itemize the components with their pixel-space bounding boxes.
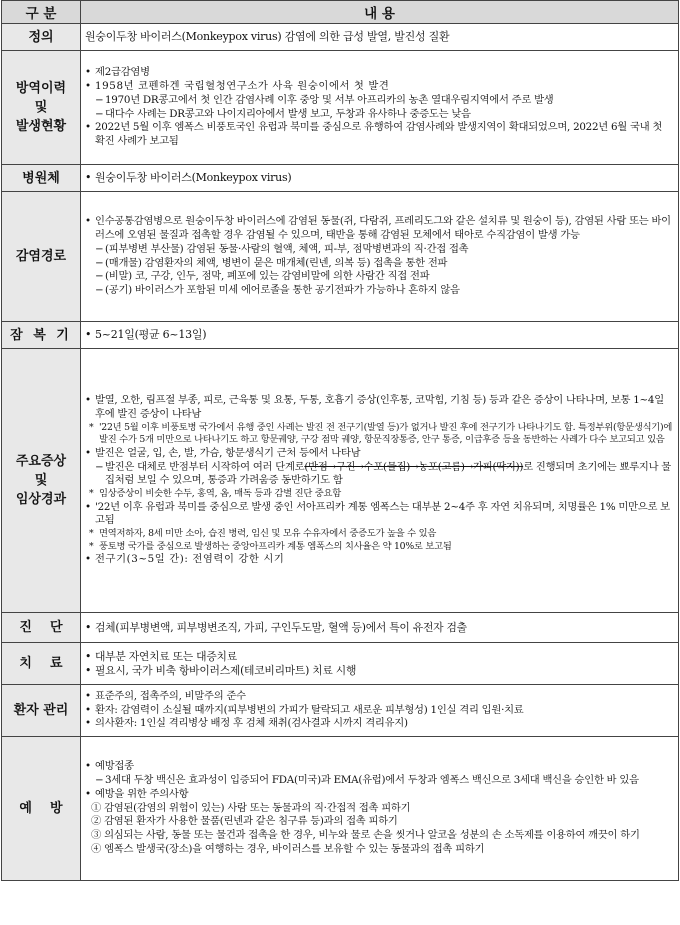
list-item: • 예방을 위한 주의사항 (85, 787, 189, 800)
info-table (1, 0, 679, 881)
row-symptoms (2, 349, 679, 613)
row-definition (2, 24, 679, 51)
row-treatment (2, 643, 679, 685)
label-incubation: 잠 복 기 (2, 322, 81, 349)
header-row (2, 1, 679, 24)
management-content (81, 685, 679, 737)
header-content: 내 용 (81, 1, 679, 24)
row-prevention (2, 737, 679, 881)
list-item: − 1970년 DR콩고에서 첫 인간 감염사례 이후 중앙 및 서부 아프리카의 농촌 열대우림지역에서 주로 발생 (95, 93, 554, 106)
rash-stages: (반점→구진→수포(물집)→농포(고름)→가피(딱지)) (304, 460, 524, 473)
row-incubation (2, 322, 679, 349)
list-item: − 발진은 대체로 반점부터 시작하여 여러 단계로(반점→구진→수포(물집)→농포(고름)→가피(딱지))로 진행되며 초기에는 뾰루지나 물집처럼 보일 수 있으며, 통증과 가려움증 동반하기도 함 (95, 460, 672, 487)
label-prevention: 예 방 (2, 737, 81, 881)
route-content (81, 192, 679, 322)
definition-text: 원숭이두창 바이러스(Monkeypox virus) 감염에 의한 급성 발열, 발진성 질환 (81, 24, 679, 51)
list-item: • 의사환자: 1인실 격리병상 배정 후 검체 채취(검사결과 시까지 격리유지) (85, 717, 408, 730)
list-item: • 환자: 감염력이 소실될 때까지(피부병변의 가피가 탈락되고 새로운 피부형성) 1인실 격리 입원·치료 (85, 703, 524, 716)
list-item: ③ 의심되는 사람, 동물 또는 물건과 접촉을 한 경우, 비누와 물로 손을 씻거나 알코올 성분의 손 소독제를 이용하여 깨끗이 하기 (91, 829, 640, 842)
list-item: • 대부분 자연치료 또는 대증치료 (85, 649, 237, 663)
list-item: • 1958년 코펜하겐 국립혈청연구소가 사육 원숭이에서 첫 발견 (85, 79, 390, 92)
row-history (2, 51, 679, 165)
note-item: * 면역저하자, 8세 미만 소아, 습진 병력, 임신 및 모유 수유자에서 중증도가 높을 수 있음 (89, 528, 437, 540)
label-treatment: 치 료 (2, 643, 81, 685)
label-pathogen: 병원체 (2, 165, 81, 192)
row-diagnosis (2, 613, 679, 643)
list-item: • 필요시, 국가 비축 항바이러스제(테코비리마트) 치료 시행 (85, 663, 357, 677)
symptoms-content (81, 349, 679, 613)
list-item: − 대다수 사례는 DR콩고와 나이지리아에서 발생 보고, 두창과 유사하나 중증도는 낮음 (95, 107, 471, 120)
label-diagnosis: 진 단 (2, 613, 81, 643)
label-management: 환자 관리 (2, 685, 81, 737)
note-item: * 임상증상이 비슷한 수두, 홍역, 옴, 매독 등과 감별 진단 중요함 (89, 488, 342, 500)
list-item: • 제2급감염병 (85, 66, 150, 79)
pathogen-content: • 원숭이두창 바이러스(Monkeypox virus) (81, 165, 679, 192)
list-item: • 전구기(3~5일 간): 전염력이 강한 시기 (85, 552, 285, 565)
list-item: ① 감염된(감염의 위험이 있는) 사람 또는 동물과의 직·간접적 접촉 피하기 (91, 801, 411, 814)
list-item: − (비말) 코, 구강, 인두, 점막, 폐포에 있는 감염비말에 의한 사람간 직접 전파 (95, 270, 430, 283)
diagnosis-content: • 검체(피부병변액, 피부병변조직, 가피, 구인두도말, 혈액 등)에서 특이 유전자 검출 (81, 613, 679, 643)
list-item: • 발열, 오한, 림프절 부종, 피로, 근육통 및 요통, 두통, 호흡기 증상(인후통, 코막힘, 기침 등) 등과 같은 증상이 나타나며, 보통 1~4일 후에 발진 증상이 나타남 (85, 394, 664, 421)
note-item: * '22년 5월 이후 비풍토병 국가에서 유행 중인 사례는 발진 전 전구기(발열 등)가 없거나 발진 후에 전구기가 나타나기도 함. 특정부위(항문생식기)에 발진 수가 5개 미만으로 나타나기도 하고 항문궤양, 구강 점막 궤양, 항문직장통증, 안구 통증, 이급후증 등을 동반하는 사례가 다수 보고되고 있음 (89, 421, 673, 446)
list-item: • 표준주의, 접촉주의, 비말주의 준수 (85, 689, 246, 702)
list-item: − 3세대 두창 백신은 효과성이 입증되어 FDA(미국)과 EMA(유럽)에서 두창과 엠폭스 백신으로 3세대 백신을 승인한 바 있음 (95, 774, 639, 786)
label-definition: 정의 (2, 24, 81, 51)
header-category: 구 분 (2, 1, 81, 24)
list-item: • '22년 이후 유럽과 북미를 중심으로 발생 중인 서아프리카 계통 엠폭스는 대부분 2~4주 후 자연 치유되며, 치명률은 1% 미만으로 보고됨 (85, 500, 670, 527)
label-route: 감염경로 (2, 192, 81, 322)
list-item: − (공기) 바이러스가 포함된 미세 에어로졸을 통한 공기전파가 가능하나 흔하지 않음 (95, 284, 460, 297)
list-item: ④ 엠폭스 발생국(장소)을 여행하는 경우, 바이러스를 보유할 수 있는 동물과의 접촉 피하기 (91, 842, 485, 855)
list-item: ② 감염된 환자가 사용한 물품(린넨과 같은 침구류 등)과의 접촉 피하기 (91, 815, 398, 828)
prevention-content (81, 737, 679, 881)
list-item: − (피부병변 부산물) 감염된 동물·사람의 혈액, 체액, 피-부, 점막병변과의 직·간접 접촉 (95, 242, 469, 255)
list-item: − (매개물) 감염환자의 체액, 병변이 묻은 매개체(린넨, 의복 등) 접촉을 통한 전파 (95, 256, 448, 269)
list-item: • 2022년 5월 이후 엠폭스 비풍토국인 유럽과 북미를 중심으로 유행하여 감염사례와 발생지역이 확대되었으며, 2022년 6월 국내 첫 확진 사례가 보고됨 (85, 121, 663, 148)
list-item: • 예방접종 (85, 760, 134, 773)
row-pathogen (2, 165, 679, 192)
label-symptoms: 주요증상 및 임상경과 (2, 349, 81, 613)
treatment-content (81, 643, 679, 685)
incubation-content: • 5~21일(평균 6~13일) (81, 322, 679, 349)
row-management (2, 685, 679, 737)
label-history: 방역이력 및 발생현황 (2, 51, 81, 165)
list-item: • 인수공통감염병으로 원숭이두창 바이러스에 감염된 동물(쥐, 다람쥐, 프레리도그와 같은 설치류 및 원숭이 등), 감염된 사람 또는 바이러스에 오염된 물질과 접촉할 경우 감염될 수 있으며, 태반을 통해 감염된 모체에서 태아로 수직감염이 발생 가능 (85, 215, 671, 241)
row-route (2, 192, 679, 322)
list-item: • 발진은 얼굴, 입, 손, 발, 가슴, 항문생식기 근처 등에서 나타남 (85, 446, 361, 459)
history-content (81, 51, 679, 165)
note-item: * 풍토병 국가를 중심으로 발생하는 중앙아프리카 계통 엠폭스의 치사율은 약 10%로 보고됨 (89, 540, 452, 552)
